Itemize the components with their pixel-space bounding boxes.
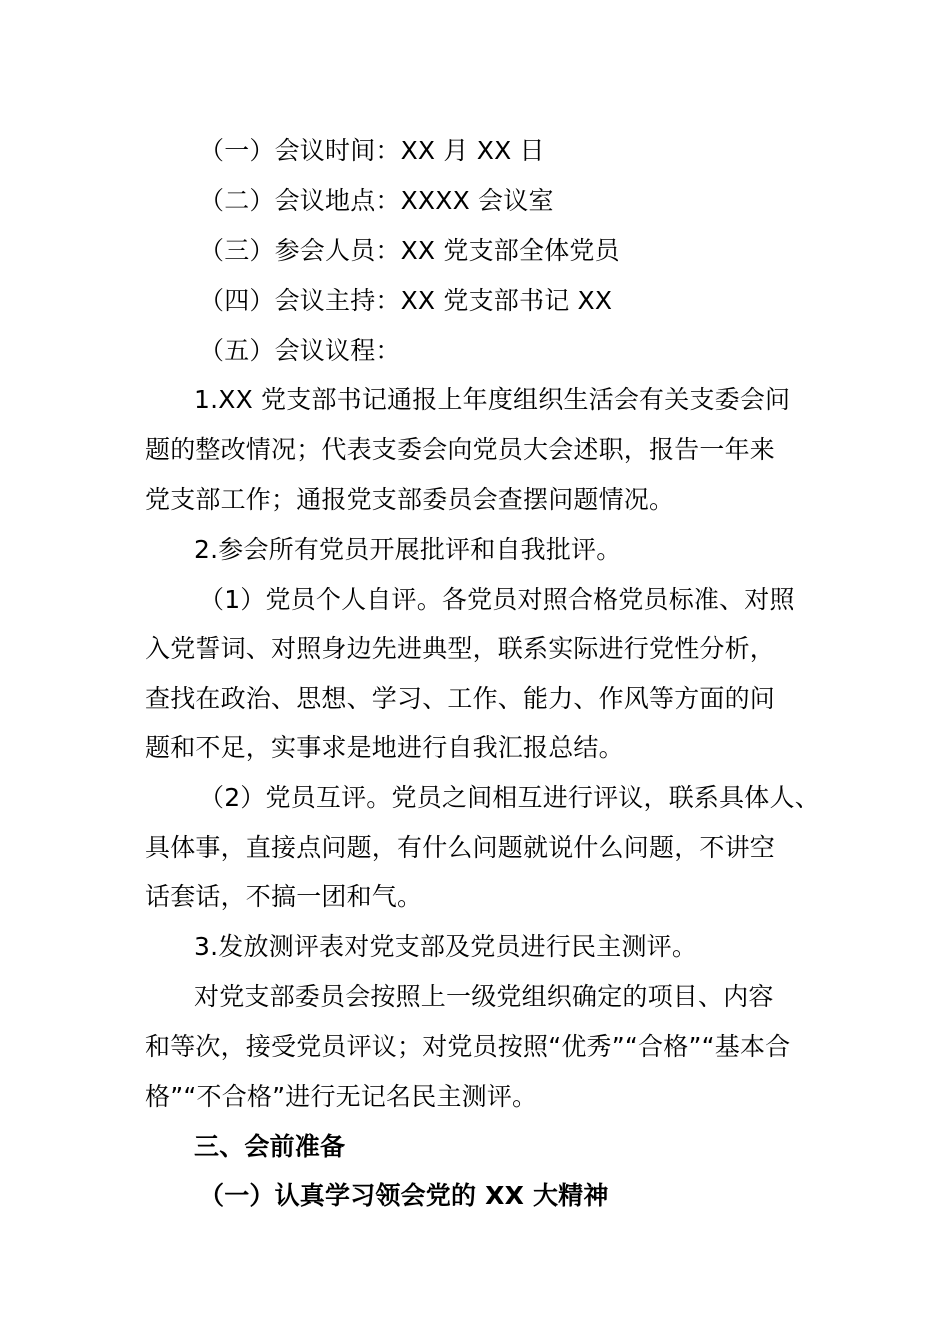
meeting-host: （四）会议主持：XX 党支部书记 XX bbox=[199, 286, 613, 315]
agenda-heading: （五）会议议程： bbox=[199, 336, 401, 365]
meeting-time: （一）会议时间：XX 月 XX 日 bbox=[199, 136, 545, 165]
sub-item-1-line: 查找在政治、思想、学习、工作、能力、作风等方面的问 bbox=[145, 684, 776, 713]
meeting-place: （二）会议地点：XXXX 会议室 bbox=[199, 186, 554, 215]
section-3-heading: 三、会前准备 bbox=[194, 1132, 346, 1161]
evaluation-paragraph-line: 和等次，接受党员评议；对党员按照“优秀”“合格”“基本合 bbox=[145, 1032, 791, 1061]
agenda-item-1-line: 1.XX 党支部书记通报上年度组织生活会有关支委会问 bbox=[194, 385, 791, 414]
agenda-item-1-line: 题的整改情况；代表支委会向党员大会述职，报告一年来 bbox=[145, 435, 776, 464]
evaluation-paragraph-line: 对党支部委员会按照上一级党组织确定的项目、内容 bbox=[194, 982, 774, 1011]
agenda-item-3: 3.发放测评表对党支部及党员进行民主测评。 bbox=[194, 932, 698, 961]
sub-item-2-line: 话套话，不搞一团和气。 bbox=[145, 882, 423, 911]
sub-item-2-line: （2）党员互评。党员之间相互进行评议，联系具体人、 bbox=[199, 783, 820, 812]
section-3-subheading-1: （一）认真学习领会党的 XX 大精神 bbox=[199, 1181, 609, 1210]
meeting-attendees: （三）参会人员：XX 党支部全体党员 bbox=[199, 236, 620, 265]
sub-item-2-line: 具体事，直接点问题，有什么问题就说什么问题，不讲空 bbox=[145, 833, 776, 862]
sub-item-1-line: 入党誓词、对照身边先进典型，联系实际进行党性分析， bbox=[145, 634, 776, 663]
sub-item-1-line: （1）党员个人自评。各党员对照合格党员标准、对照 bbox=[199, 585, 795, 614]
agenda-item-2: 2.参会所有党员开展批评和自我批评。 bbox=[194, 535, 622, 564]
sub-item-1-line: 题和不足，实事求是地进行自我汇报总结。 bbox=[145, 733, 624, 762]
agenda-item-1-line: 党支部工作；通报党支部委员会查摆问题情况。 bbox=[145, 485, 675, 514]
evaluation-paragraph-line: 格”“不合格”进行无记名民主测评。 bbox=[145, 1082, 538, 1111]
